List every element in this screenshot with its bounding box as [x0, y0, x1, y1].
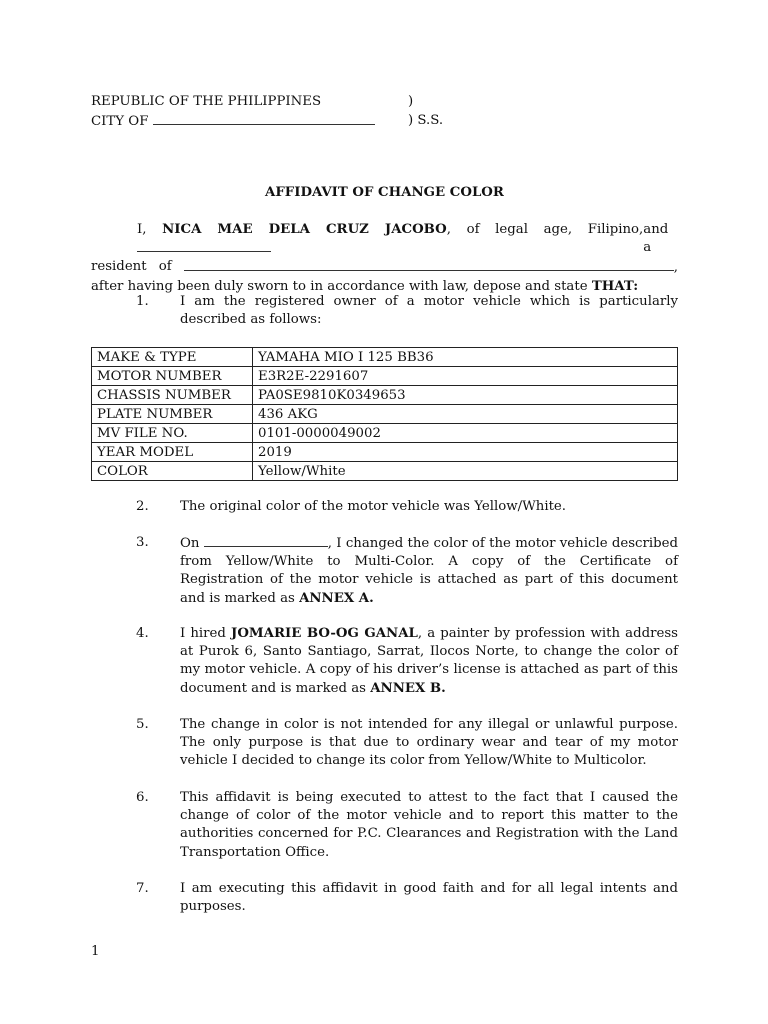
city-of-line	[91, 112, 408, 131]
item-number: 4.	[136, 626, 149, 641]
annex-b: ANNEX B.	[370, 680, 446, 696]
table-cell-label: MAKE & TYPE	[92, 348, 253, 367]
item-text	[180, 625, 678, 698]
table-cell-value: 2019	[253, 443, 678, 462]
intro-line-1	[91, 221, 678, 258]
city-blank	[153, 112, 375, 125]
table-row	[92, 424, 678, 443]
header-row-republic	[91, 93, 491, 112]
list-item-3	[91, 534, 678, 608]
intro-i: I,	[137, 222, 147, 237]
item-text: The original color of the motor vehicle was Yellow/White.	[180, 499, 567, 514]
item-4-pre: I hired	[180, 626, 226, 641]
item-number: 5.	[136, 717, 149, 732]
civil-status-blank	[137, 239, 271, 252]
ss-label: ) S.S.	[408, 113, 444, 128]
intro-paragraph	[91, 221, 678, 296]
republic-label: REPUBLIC OF THE PHILIPPINES	[91, 94, 322, 109]
table-cell-value: PA0SE9810K0349653	[253, 386, 678, 405]
intro-line-2	[91, 258, 678, 277]
intro-line-1-text	[137, 221, 643, 258]
item-4-body: , a painter by profession with address at Purok 6, Santo Santiago, Sarrat, Ilocos Norte, to change the color of my motor vehicle. A copy of his driver’s license is attached as part of this document and is marked as	[180, 626, 678, 696]
list-item-6	[91, 789, 678, 862]
table-cell-value: 436 AKG	[253, 405, 678, 424]
table-cell-label: YEAR MODEL	[92, 443, 253, 462]
table-cell-value: YAMAHA MIO I 125 BB36	[253, 348, 678, 367]
table-row	[92, 348, 678, 367]
intro-comma: ,	[673, 260, 678, 276]
table-cell-label: COLOR	[92, 462, 253, 481]
intro-that: THAT:	[591, 278, 639, 294]
table-row	[92, 367, 678, 386]
vehicle-details-table	[91, 347, 678, 481]
page-number: 1	[91, 944, 100, 959]
table-cell-label: MV FILE NO.	[92, 424, 253, 443]
city-of-label: CITY OF	[91, 114, 149, 129]
intro-resident: resident	[91, 259, 147, 275]
item-on: On	[180, 536, 200, 551]
table-cell-value: Yellow/White	[253, 462, 678, 481]
document-title: AFFIDAVIT OF CHANGE COLOR	[265, 185, 504, 200]
intro-sworn: after having been duly sworn to in accordance with law, depose and state	[91, 278, 588, 294]
item-number: 1.	[136, 294, 149, 309]
item-text: I am executing this affidavit in good faith and for all legal intents and purposes.	[180, 881, 678, 915]
header-row-city	[91, 112, 491, 131]
item-text: This affidavit is being executed to attest to the fact that I caused the change of color of the motor vehicle and to report this matter to the authorities concerned for P.C. Clearances and Registration with the Land Transportation Office.	[180, 790, 678, 860]
item-text	[180, 534, 678, 608]
table-row	[92, 405, 678, 424]
list-item-7	[91, 880, 678, 916]
table-cell-label: CHASSIS NUMBER	[92, 386, 253, 405]
table-row	[92, 443, 678, 462]
list-item-4	[91, 625, 678, 698]
item-number: 7.	[136, 881, 149, 896]
intro-after-name: , of legal age, Filipino,	[446, 222, 644, 237]
table-cell-value: E3R2E-2291607	[253, 367, 678, 386]
address-line	[184, 258, 678, 277]
intro-and-a: and a	[643, 222, 669, 256]
item-number: 3.	[136, 535, 149, 550]
table-row	[92, 462, 678, 481]
affiant-name: NICA MAE DELA CRUZ JACOBO	[162, 222, 447, 237]
item-text: The change in color is not intended for any illegal or unlawful purpose. The only purpose is that due to ordinary wear and tear of my motor vehicle I decided to change its color from Yellow/White to Multicolor.	[180, 717, 678, 769]
address-blank	[184, 258, 674, 271]
document-header	[91, 93, 491, 131]
list-item-1	[91, 293, 678, 329]
intro-of: of	[158, 259, 172, 275]
header-paren: )	[408, 94, 414, 109]
item-number: 6.	[136, 790, 149, 805]
table-cell-value: 0101-0000049002	[253, 424, 678, 443]
table-cell-label: MOTOR NUMBER	[92, 367, 253, 386]
date-blank	[204, 534, 328, 547]
annex-a: ANNEX A.	[299, 590, 374, 606]
item-3-body: , I changed the color of the motor vehicle described from Yellow/White to Multi-Color. A copy of the Certificate of Registration of the motor vehicle is attached as part of this document and is marked as	[180, 536, 678, 606]
table-row	[92, 386, 678, 405]
table-cell-label: PLATE NUMBER	[92, 405, 253, 424]
list-item-2	[91, 498, 678, 516]
list-item-5	[91, 716, 678, 771]
painter-name: JOMARIE BO-OG GANAL	[231, 626, 418, 641]
item-number: 2.	[136, 499, 149, 514]
item-text: I am the registered owner of a motor vehicle which is particularly described as follows:	[180, 294, 678, 328]
